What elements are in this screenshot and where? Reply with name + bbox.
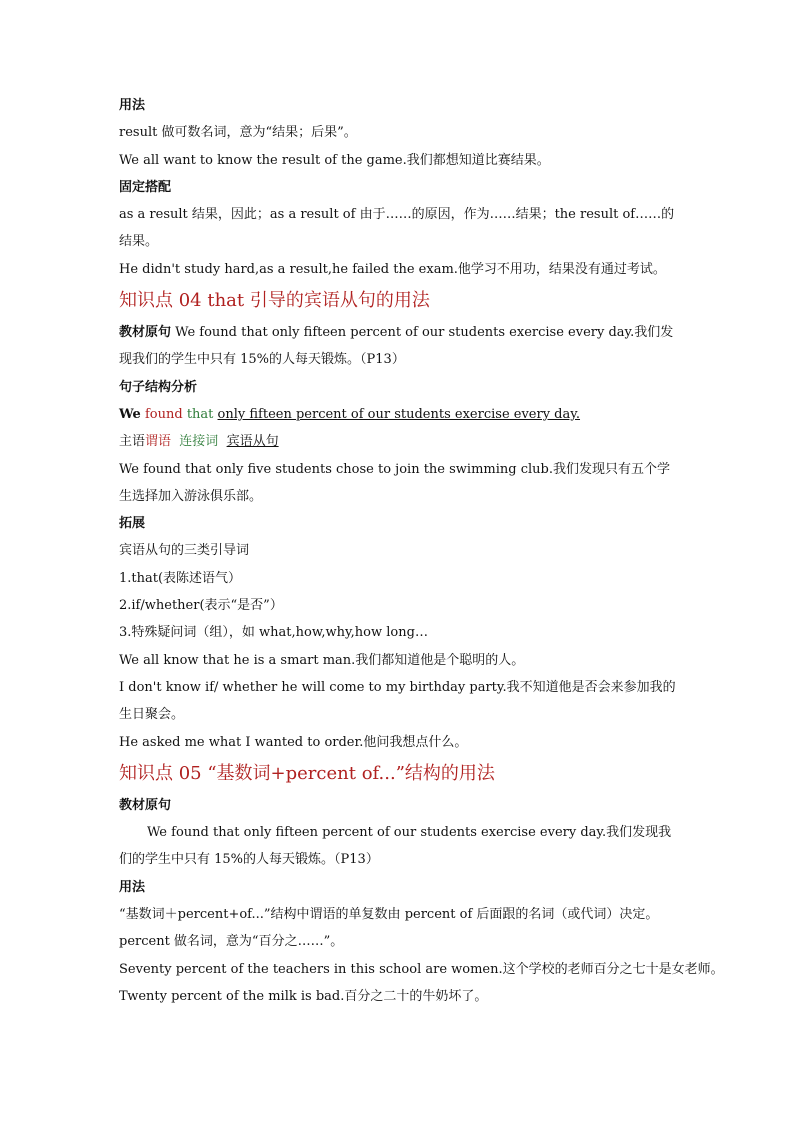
analysis-object-clause: only fifteen percent of our students exercise every day. (217, 406, 581, 422)
example-sentence: He didn't study hard,as a result,he failed the exam.他学习不用功，结果没有通过考试。 (119, 261, 666, 277)
role-predicate: 谓语 (145, 434, 172, 450)
example-sentence: We found that only five students chose to join the swimming club.我们发现只有五个学生选择加入游泳俱乐部。 (119, 461, 670, 504)
textbook-sentence-text: We found that only fifteen percent of our students exercise every day.我们发现我们的学生中只有 15%的人每天锻炼。（P13） (119, 825, 672, 868)
role-object-clause: 宾语从句 (226, 434, 279, 450)
usage-text: percent 做名词，意为“百分之……”。 (119, 934, 344, 950)
example-sentence: Twenty percent of the milk is bad.百分之二十的牛奶坏了。 (119, 988, 488, 1004)
analysis-connector: that (186, 406, 214, 422)
analysis-predicate: found (144, 406, 183, 422)
textbook-sentence-label: 教材原句 (119, 797, 172, 813)
structure-analysis-label: 句子结构分析 (119, 379, 198, 395)
fixed-collocation-label: 固定搭配 (119, 179, 172, 195)
document-page (119, 92, 724, 1010)
section-heading-05: 知识点 05 “基数词+percent of...”结构的用法 (119, 762, 495, 784)
role-connector: 连接词 (179, 434, 219, 450)
usage-text: “基数词＋percent+of...”结构中谓语的单复数由 percent of 后面跟的名词（或代词）决定。 (119, 907, 659, 923)
structure-roles (119, 428, 679, 455)
example-sentence: We all want to know the result of the game.我们都想知道比赛结果。 (119, 152, 550, 168)
section-heading-04: 知识点 04 that 引导的宾语从句的用法 (119, 290, 430, 312)
usage-label: 用法 (119, 879, 146, 895)
expand-title: 宾语从句的三类引导词 (119, 543, 250, 559)
role-subject: 主语 (119, 434, 146, 450)
textbook-sentence-label: 教材原句 (119, 325, 172, 341)
fixed-collocation-text: as a result 结果，因此；as a result of 由于……的原因，作为……结果；the result of……的结果。 (119, 207, 675, 250)
structure-analysis-sentence (119, 401, 679, 428)
example-sentence: We all know that he is a smart man.我们都知道他是个聪明的人。 (119, 652, 525, 668)
list-item: 2.if/whether(表示“是否”） (119, 598, 283, 614)
expand-label: 拓展 (119, 516, 146, 532)
textbook-sentence-text: We found that only fifteen percent of our students exercise every day.我们发现我们的学生中只有 15%的人每天锻炼。（P13） (119, 325, 674, 368)
usage-text: result 做可数名词，意为“结果；后果”。 (119, 125, 357, 141)
example-sentence: He asked me what I wanted to order.他问我想点什么。 (119, 734, 468, 750)
textbook-sentence (119, 319, 679, 374)
usage-label: 用法 (119, 98, 146, 113)
example-sentence: Seventy percent of the teachers in this school are women.这个学校的老师百分之七十是女老师。 (119, 961, 724, 977)
list-item: 3.特殊疑问词（组），如 what,how,why,how long… (119, 625, 428, 641)
list-item: 1.that(表陈述语气） (119, 570, 242, 586)
analysis-subject: We (119, 406, 141, 422)
example-sentence: I don't know if/ whether he will come to my birthday party.我不知道他是否会来参加我的生日聚会。 (119, 679, 676, 723)
